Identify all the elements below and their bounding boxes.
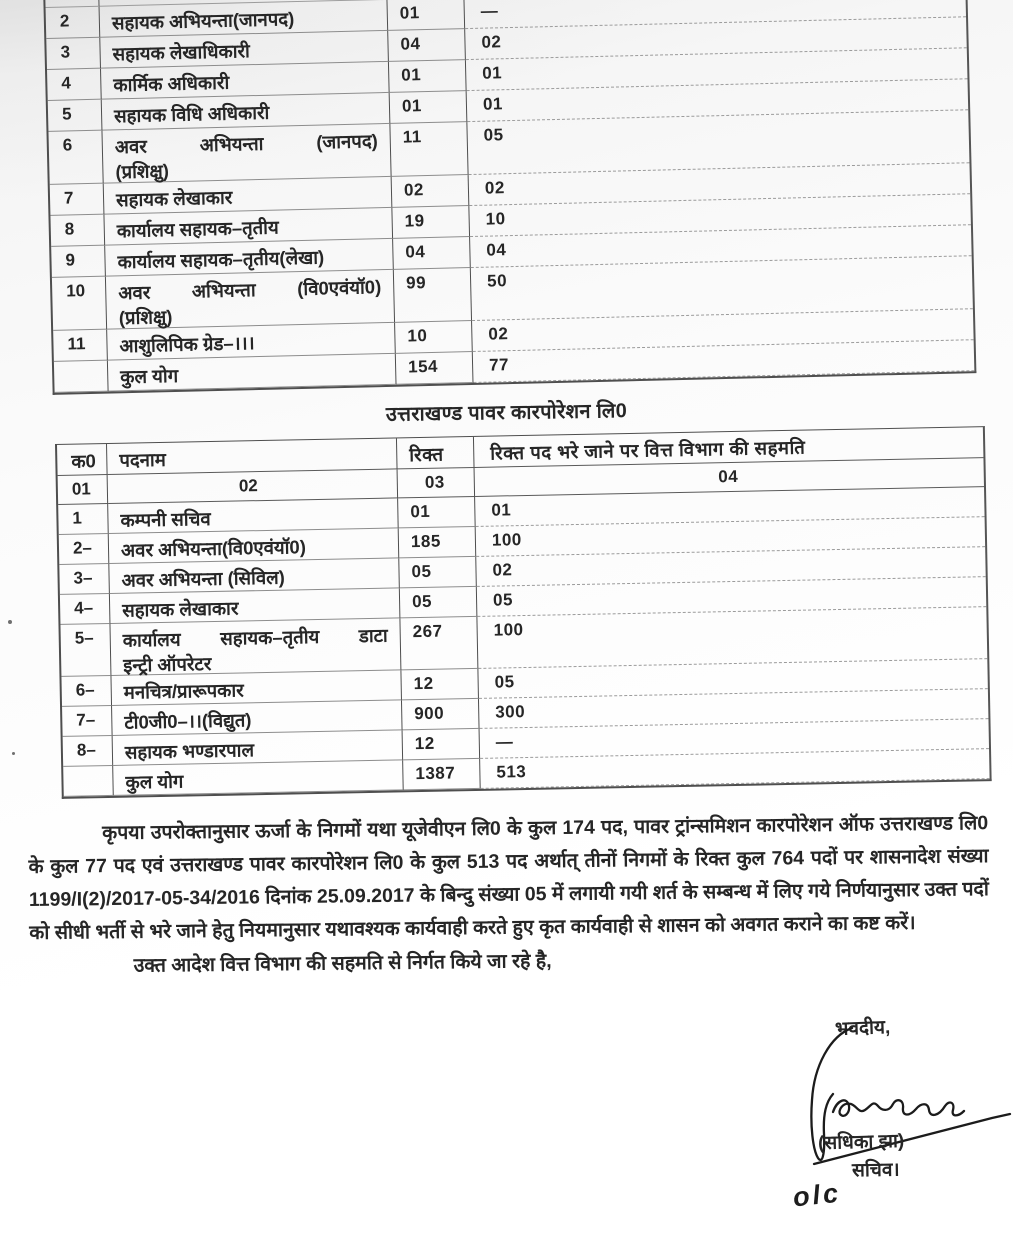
row-vacant-count: 04: [393, 237, 471, 270]
row-sno: 11: [53, 330, 108, 362]
row-vacant-count: 99: [394, 268, 472, 323]
signatory-name: (सधिका झा): [817, 1130, 905, 1155]
row-consent-count: 04: [470, 225, 972, 268]
row-post-name: कार्यालय सहायक–तृतीय: [104, 208, 393, 246]
total-label: कुल योग: [108, 354, 397, 392]
row-sno: 3–: [59, 564, 110, 595]
row-sno: 9: [51, 246, 106, 278]
row-sno: 7–: [62, 706, 113, 737]
row-sno: 2–: [59, 534, 110, 565]
row-vacant-count: 10: [395, 321, 473, 354]
row-sno: 3: [46, 38, 101, 70]
row-vacant-count: 05: [400, 587, 478, 618]
header-post-name: पदनाम: [107, 438, 398, 475]
row-post-name: आशुलिपिक ग्रेड–।।।: [107, 323, 396, 361]
row-post-name: सहायक भण्डारपाल: [113, 730, 404, 766]
total-consent-count: 77: [473, 340, 975, 383]
row-vacant-count: 01: [390, 91, 468, 124]
row-vacant-count: 01: [389, 60, 467, 93]
row-consent-count: 100: [477, 607, 987, 669]
row-post-name: कार्यालय सहायक–तृतीय(लेखा): [105, 239, 394, 277]
row-consent-count: 02: [472, 309, 974, 352]
row-sno: 7: [50, 184, 105, 216]
row-sno: 2: [46, 7, 101, 39]
row-post-name: अवर अभियन्ता (सिविल): [109, 558, 400, 594]
row-post-name: सहायक लेखाकार: [104, 177, 393, 215]
row-post-name: कार्मिक अधिकारी: [101, 62, 390, 100]
row-post-name: टी0जी0–।।(विद्युत): [112, 700, 403, 736]
row-consent-count: 01: [466, 48, 968, 91]
row-sno: 6–: [61, 676, 112, 707]
colnum-2: 02: [108, 469, 399, 504]
row-sno: 6: [48, 131, 103, 185]
instruction-paragraph: कृपया उपरोक्तानुसार ऊर्जा के निगमों यथा यूजेवीएन लि0 के कुल 174 पद, पावर ट्रांन्समिशन कारपोरेशन ऑफ उत्तराखण्ड लि0 के कुल 77 पद एवं उत्तराखण्ड पावर कारपोरेशन लि0 के कुल 513 पद अर्थात् तीनों निगमों के रिक्त कुल 764 पदों पर शासनादेश संख्या 1199/I(2)/2017-05-34/2016 दिनांक 25.09.2017 के बिन्दु संख्या 05 में लगायी गयी शर्त के सम्बन्ध में लिए गये निर्णयानुसार उक्त पदों को सीधी भर्ती से भरे जाने हेतु नियमानुसार यथावश्यक कार्यवाही करते हुए कृत कार्यवाही से शासन को अवगत कराने का कष्ट करें।: [28, 812, 989, 944]
signatory-designation: सचिव।: [851, 1159, 900, 1182]
row-consent-count: 02: [476, 547, 985, 587]
header-sno: क0: [57, 444, 108, 476]
total-vacant-count: 154: [396, 352, 474, 385]
body-paragraph-block: [28, 807, 990, 984]
header-vacant: रिक्त: [397, 437, 475, 469]
scan-speck: [8, 620, 12, 624]
row-consent-count: 01: [467, 79, 969, 122]
row-post-name: सहायक अभियन्ता(जानपद): [100, 0, 389, 38]
row-post-name: कार्यालय सहायक–तृतीय डाटा इन्ट्री ऑपरेटर: [110, 618, 401, 676]
row-post-name: मनचित्र/प्रारूपकार: [111, 670, 402, 706]
row-consent-count: 05: [478, 659, 987, 699]
row-consent-count: 10: [469, 194, 971, 237]
row-consent-count: 100: [476, 517, 985, 557]
row-consent-count: 300: [479, 689, 988, 729]
row-vacant-count: 19: [392, 206, 470, 239]
row-consent-count: 50: [471, 256, 973, 321]
row-consent-count: —: [464, 0, 966, 29]
total-consent-count: 513: [480, 749, 989, 789]
row-sno: 1: [58, 504, 109, 535]
colnum-3: 03: [398, 468, 476, 498]
row-sno: [63, 766, 114, 797]
row-vacant-count: 900: [402, 699, 480, 730]
closing-salutation: भवदीय,: [834, 1017, 891, 1040]
row-vacant-count: 01: [387, 0, 465, 31]
total-vacant-count: 1387: [403, 759, 481, 790]
total-label: कुल योग: [113, 760, 404, 796]
row-sno: [54, 361, 109, 393]
colnum-1: 01: [58, 475, 109, 505]
row-consent-count: —: [480, 719, 989, 759]
row-post-name: कम्पनी सचिव: [108, 498, 399, 534]
row-consent-count: 02: [469, 163, 971, 206]
row-sno: 8–: [63, 736, 114, 767]
initials-mark: olc: [791, 1177, 843, 1213]
row-vacant-count: 185: [399, 527, 477, 558]
row-vacant-count: 12: [403, 729, 481, 760]
vacancy-table-upcl: [55, 426, 992, 799]
row-post-name: सहायक लेखाधिकारी: [100, 31, 389, 69]
row-vacant-count: 267: [400, 617, 478, 670]
row-post-name: अवर अभियन्ता(वि0एवंयॉ0): [109, 528, 400, 564]
row-post-name: अवर अभियन्ता (वि0एवंयॉ0) (प्रशिक्षु): [106, 270, 395, 330]
row-vacant-count: 04: [388, 29, 466, 62]
corporation-heading: उत्तराखण्ड पावर कारपोरेशन लि0: [385, 400, 628, 426]
row-vacant-count: 05: [399, 557, 477, 588]
row-consent-count: 05: [477, 577, 986, 617]
row-vacant-count: 01: [398, 497, 476, 528]
row-vacant-count: 11: [390, 122, 468, 177]
signature-block: [780, 1008, 1013, 1228]
row-sno: 4: [47, 69, 102, 101]
row-sno: 5: [48, 100, 103, 132]
row-sno: 5–: [60, 624, 111, 677]
row-sno: 8: [50, 215, 105, 247]
header-consent: रिक्त पद भरे जाने पर वित्त विभाग की सहमति: [474, 427, 984, 468]
scan-speck: [12, 752, 15, 755]
row-consent-count: 05: [467, 110, 969, 175]
row-consent-count: 02: [465, 17, 967, 60]
row-vacant-count: 02: [392, 175, 470, 208]
vacancy-table-ujvn: [43, 0, 976, 395]
row-vacant-count: 12: [401, 669, 479, 700]
colnum-4: 04: [475, 458, 984, 497]
row-post-name: सहायक लेखाकार: [110, 588, 401, 624]
issuance-line: उक्त आदेश वित्त विभाग की सहमति से निर्गत किये जा रहे है,: [133, 950, 552, 977]
row-consent-count: 01: [475, 487, 984, 527]
row-sno: 4–: [60, 594, 111, 625]
row-sno: 10: [52, 277, 107, 331]
row-post-name: सहायक विधि अधिकारी: [102, 93, 391, 131]
row-post-name: अवर अभियन्ता (जानपद) (प्रशिक्षु): [102, 124, 391, 184]
